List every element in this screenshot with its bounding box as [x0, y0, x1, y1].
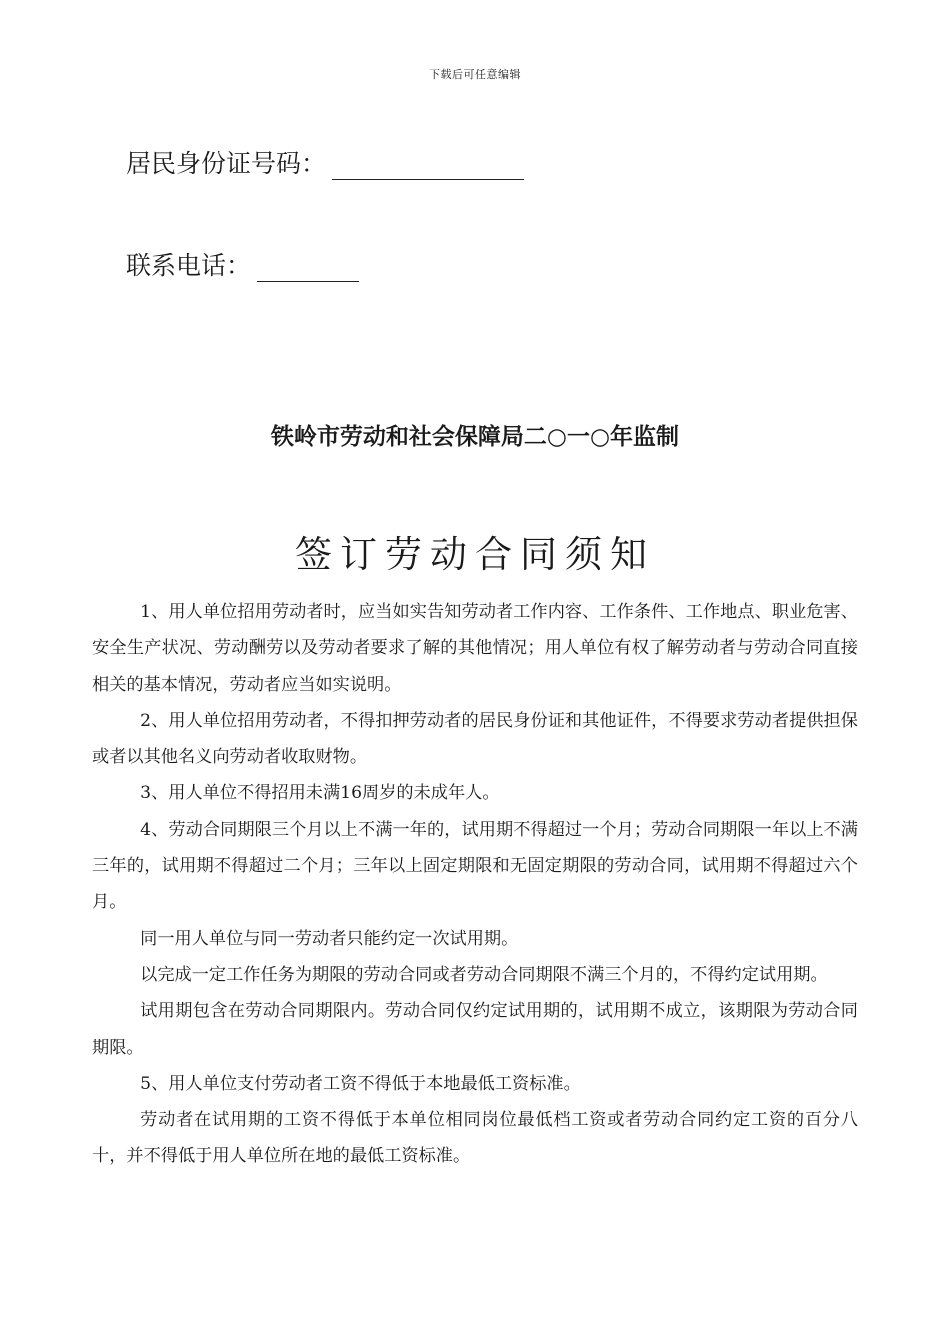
header-note: 下载后可任意编辑 — [429, 68, 521, 81]
notice-body — [92, 594, 858, 1175]
id-number-blank — [332, 155, 524, 180]
issuer-line: 铁岭市劳动和社会保障局二○一○年监制 — [270, 424, 680, 450]
paragraph: 以完成一定工作任务为期限的劳动合同或者劳动合同期限不满三个月的，不得约定试用期。 — [140, 964, 828, 985]
id-number-label: 居民身份证号码： — [126, 149, 327, 178]
paragraph: 4、劳动合同期限三个月以上不满一年的，试用期不得超过一个月；劳动合同期限一年以上不满三年的，试用期不得超过二个月；三年以上固定期限和无固定期限的劳动合同，试用期不得超过六个月。 — [92, 819, 858, 913]
paragraph: 3、用人单位不得招用未满16周岁的未成年人。 — [140, 783, 500, 804]
page-title: 签订劳动合同须知 — [295, 533, 655, 576]
paragraph: 5、用人单位支付劳动者工资不得低于本地最低工资标准。 — [140, 1073, 581, 1094]
paragraph: 1、用人单位招用劳动者时，应当如实告知劳动者工作内容、工作条件、工作地点、职业危害、安全生产状况、劳动酬劳以及劳动者要求了解的其他情况；用人单位有权了解劳动者与劳动合同直接相关的基本情况，劳动者应当如实说明。 — [92, 602, 858, 695]
paragraph: 劳动者在试用期的工资不得低于本单位相同岗位最低档工资或者劳动合同约定工资的百分八十，并不得低于用人单位所在地的最低工资标准。 — [92, 1110, 858, 1167]
paragraph: 试用期包含在劳动合同期限内。劳动合同仅约定试用期的，试用期不成立，该期限为劳动合同期限。 — [92, 1001, 858, 1058]
phone-blank — [257, 257, 359, 282]
phone-field — [126, 246, 359, 282]
phone-label: 联系电话： — [126, 251, 252, 280]
paragraph: 同一用人单位与同一劳动者只能约定一次试用期。 — [140, 928, 519, 949]
id-number-field — [126, 144, 524, 180]
paragraph: 2、用人单位招用劳动者，不得扣押劳动者的居民身份证和其他证件，不得要求劳动者提供担保或者以其他名义向劳动者收取财物。 — [92, 710, 858, 768]
